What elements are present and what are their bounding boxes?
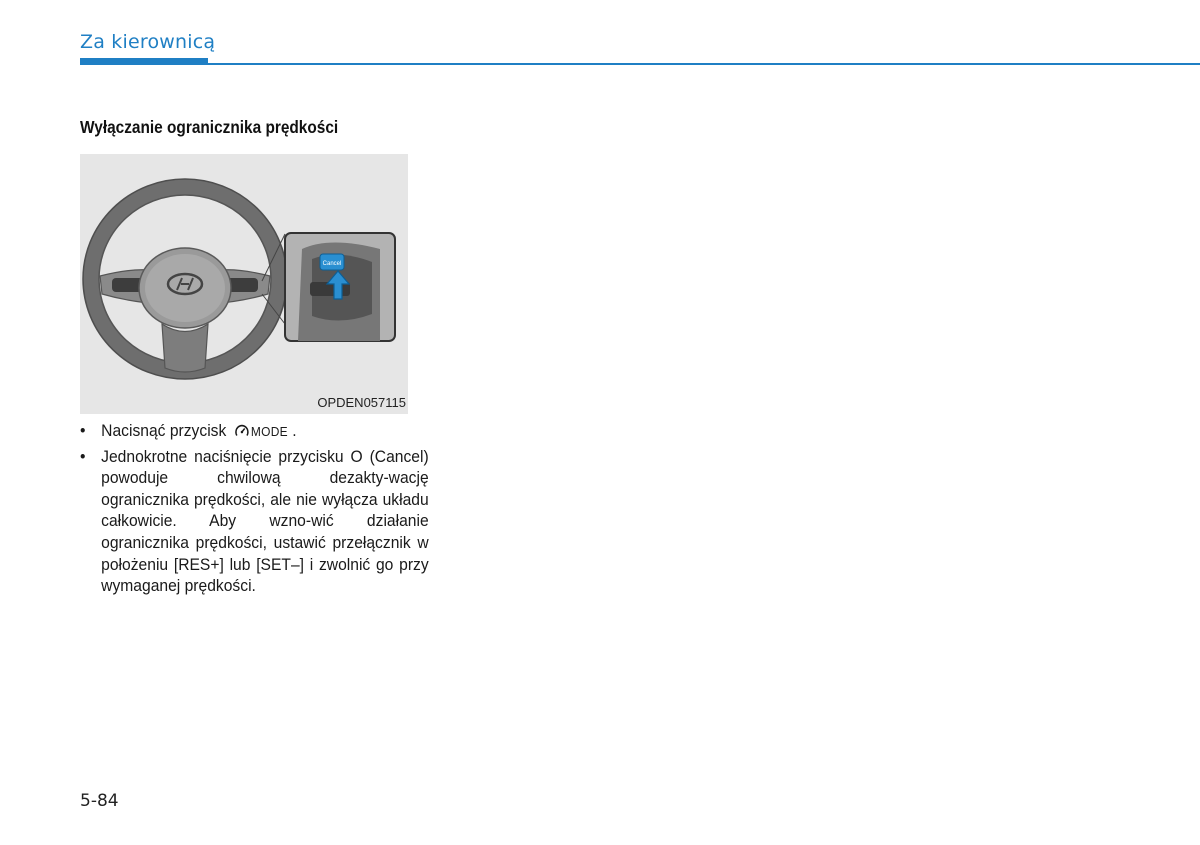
bullet-text: Jednokrotne naciśnięcie przycisku O (Cancel) powoduje chwilową dezakty-wację ogranicznika prędkości, ale nie wyłącza układu całkowicie. Aby wzno-wić działanie ogranicznika prędkości, ustawić przełącznik w położeniu [RES+] lub [SET–] i zwolnić go przy wymaganej prędkości. (101, 446, 429, 596)
list-item (80, 446, 429, 597)
page-number: 5-84 (80, 791, 119, 811)
mode-label: MODE (250, 424, 288, 439)
bullet-symbol: • (80, 446, 86, 466)
steering-wheel-figure (80, 154, 408, 414)
cancel-button-label: Cancel (322, 261, 342, 267)
list-item (80, 420, 429, 444)
instruction-list (80, 420, 429, 599)
page-heading: Wyłączanie ogranicznika prędkości (80, 117, 339, 137)
speed-limiter-icon (234, 422, 249, 444)
bullet-text-end: . (292, 421, 297, 440)
bullet-text: Nacisnąć przycisk (101, 421, 227, 440)
section-title: Za kierownicą (80, 31, 216, 53)
figure-code: OPDEN057115 (317, 395, 406, 410)
bullet-symbol: • (80, 421, 86, 440)
header-rule (80, 63, 1200, 65)
steering-wheel-illustration (80, 154, 408, 414)
